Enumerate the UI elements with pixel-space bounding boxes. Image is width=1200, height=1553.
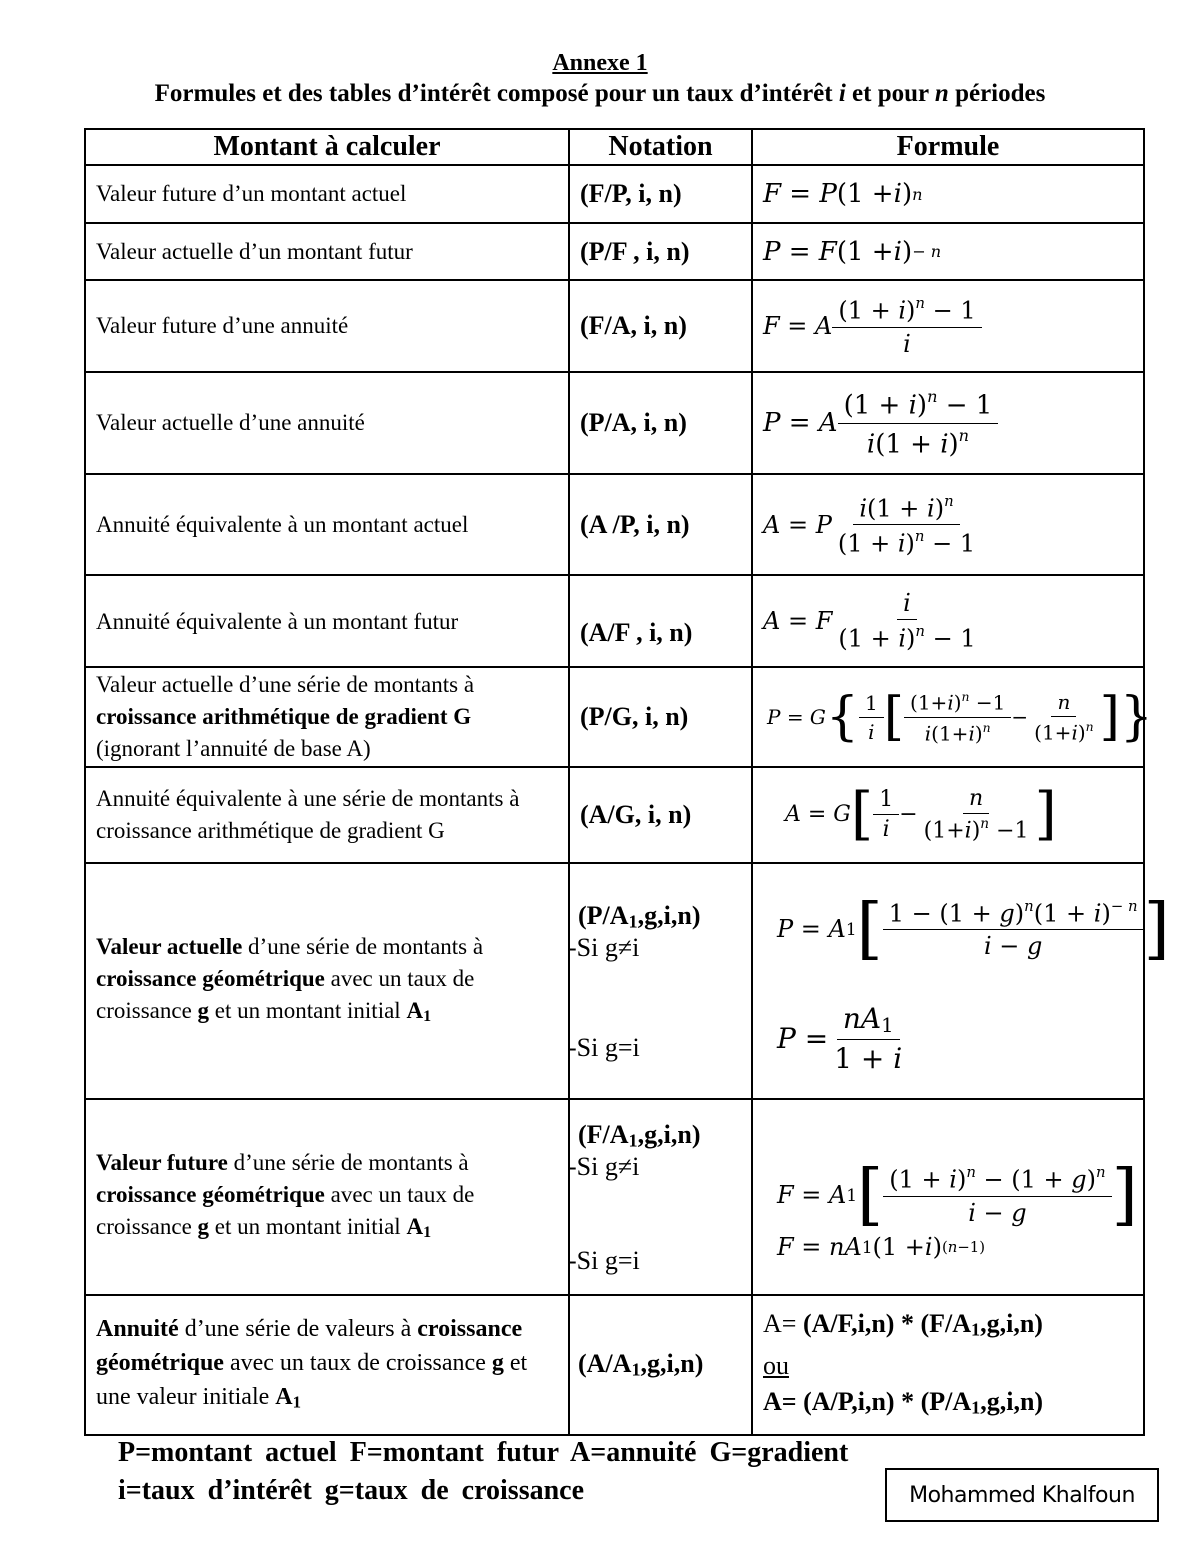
legend-line-1: P=montant actuel F=montant futur A=annuité G=gradient xyxy=(118,1437,849,1468)
author-signature-box: Mohammed Khalfoun xyxy=(885,1468,1159,1522)
table-row xyxy=(85,1295,1144,1435)
condition-neq: -Si g≠i xyxy=(568,1151,640,1181)
document-subtitle xyxy=(0,78,1200,110)
formula-bold: (A/F,i,n) * (F/A xyxy=(802,1309,971,1339)
label-part: avec un taux de croissance xyxy=(96,965,475,1023)
condition-neq: -Si g≠i xyxy=(568,932,640,962)
row-notation xyxy=(569,863,752,1099)
notation-part: ,g,i,n) xyxy=(640,1349,704,1379)
label-part: d’une série de montants à xyxy=(242,933,484,959)
column-header: Notation xyxy=(569,129,752,165)
notation-subscript: 1 xyxy=(631,1359,641,1380)
label-subscript: 1 xyxy=(292,1392,301,1412)
legend xyxy=(118,1434,848,1510)
label-bold: A xyxy=(406,997,424,1023)
row-notation xyxy=(569,1295,752,1435)
row-notation: (P/G, i, n) xyxy=(569,667,752,767)
notation-subscript: 1 xyxy=(628,1130,638,1151)
subtitle-part: périodes xyxy=(948,80,1046,107)
row-formula: P = A $\frac{(1 + i)^n - 1}{i(1 + i)^n}$ xyxy=(752,372,1144,474)
notation-subscript: 1 xyxy=(628,911,638,932)
row-label: Valeur future d’une annuité xyxy=(85,280,569,372)
label-part: avec un taux de croissance xyxy=(223,1350,492,1377)
row-formula: F = A 1 [ $\frac{(1 + i)^n - (1 + g)^n}{i - g}$ ] F = nA 1 (1 + i ) (n−1) xyxy=(752,1099,1144,1295)
formula-line-2 xyxy=(763,1384,1133,1426)
legend-line-2: i=taux d’intérêt g=taux de croissance xyxy=(118,1475,585,1506)
label-part: d’une série de montants à xyxy=(227,1149,469,1175)
row-notation: (P/A, i, n) xyxy=(569,372,752,474)
row-formula xyxy=(752,1295,1144,1435)
row-label: Annuité équivalente à un montant actuel xyxy=(85,474,569,575)
label-bold: A xyxy=(406,1213,424,1239)
table-row xyxy=(85,165,1144,223)
row-notation: (F/A, i, n) xyxy=(569,280,752,372)
condition-eq: -Si g=i xyxy=(568,1032,640,1062)
subtitle-part: et pour xyxy=(845,80,935,107)
row-label xyxy=(85,1295,569,1435)
label-bold: croissance géométrique xyxy=(96,1316,523,1377)
notation-part: (P/A xyxy=(578,901,629,931)
row-formula: A = G [ $\frac{1}{i}$ − $\frac{n}{(1+i)^n -1}$ ] xyxy=(752,767,1144,863)
row-notation xyxy=(569,1099,752,1295)
subtitle-part: Formules et des tables d’intérêt composé pour un taux d’intérêt xyxy=(154,80,839,107)
row-label: Annuité équivalente à un montant futur xyxy=(85,575,569,667)
row-formula: P = F (1 + i ) − n xyxy=(752,223,1144,280)
notation-part: ,g,i,n) xyxy=(637,901,701,931)
table-row xyxy=(85,372,1144,474)
row-label: Valeur actuelle d’une annuité xyxy=(85,372,569,474)
label-part: (ignorant l’annuité de base A) xyxy=(96,736,371,761)
row-label xyxy=(85,863,569,1099)
row-formula: A = F $\frac{i}{(1 + i)^n - 1}$ xyxy=(752,575,1144,667)
condition-eq: -Si g=i xyxy=(568,1245,640,1275)
row-formula: A = P $\frac{i(1 + i)^n}{(1 + i)^n - 1}$ xyxy=(752,474,1144,575)
table-row xyxy=(85,667,1144,767)
notation-part: (F/A xyxy=(578,1120,629,1150)
row-label: Annuité équivalente à une série de montants à croissance arithmétique de gradient G xyxy=(85,767,569,863)
table-row xyxy=(85,223,1144,280)
annexe-title: Annexe 1 xyxy=(552,50,648,76)
label-subscript: 1 xyxy=(423,1008,432,1026)
row-notation: (A /P, i, n) xyxy=(569,474,752,575)
label-subscript: 1 xyxy=(423,1224,432,1242)
table-row xyxy=(85,575,1144,667)
label-part: Valeur actuelle d’une série de montants à xyxy=(96,672,475,697)
row-label xyxy=(85,667,569,767)
notation-part: (A/A xyxy=(578,1349,632,1379)
notation-line xyxy=(578,901,741,933)
row-notation: (F/P, i, n) xyxy=(569,165,752,223)
formula-bold: ,g,i,n) xyxy=(980,1309,1043,1339)
formula-part: A= xyxy=(763,1309,803,1339)
row-label xyxy=(85,1099,569,1295)
label-bold: A xyxy=(275,1384,293,1411)
label-bold: Annuité xyxy=(96,1316,179,1343)
row-notation: (A/F , i, n) xyxy=(569,575,752,667)
formula-table xyxy=(84,128,1170,1436)
label-bold: Valeur future xyxy=(96,1149,228,1175)
notation-line xyxy=(578,1120,741,1152)
label-part: et un montant initial xyxy=(209,997,407,1023)
formula-subscript: 1 xyxy=(971,1397,981,1418)
subtitle-var-i: i xyxy=(838,80,846,107)
row-notation: (A/G, i, n) xyxy=(569,767,752,863)
table-row xyxy=(85,474,1144,575)
table-row xyxy=(85,280,1144,372)
row-formula: P = G { $\frac{1}{i}$ [ $\frac{(1+i)^n -1}{i(1+i)^n}$ − $\frac{n}{(1+i)^n}$ ]} xyxy=(752,667,1144,767)
table-row xyxy=(85,863,1144,1099)
label-part: et un montant initial xyxy=(209,1213,407,1239)
column-header: Montant à calculer xyxy=(85,129,569,165)
label-bold: g xyxy=(197,997,210,1023)
page-header xyxy=(0,48,1200,110)
label-bold: g xyxy=(491,1350,504,1377)
subtitle-var-n: n xyxy=(934,80,949,107)
formula-or: ou xyxy=(763,1351,789,1380)
formula-bold: A= (A/P,i,n) * (P/A xyxy=(763,1387,972,1416)
label-bold: croissance arithmétique de gradient G xyxy=(96,704,472,729)
label-bold: croissance géométrique xyxy=(96,965,325,991)
column-header: Formule xyxy=(752,129,1144,165)
formula-bold: ,g,i,n) xyxy=(980,1387,1044,1416)
label-bold: g xyxy=(197,1213,210,1239)
formula-subscript: 1 xyxy=(971,1320,981,1340)
row-label: Valeur future d’un montant actuel xyxy=(85,165,569,223)
row-notation: (P/F , i, n) xyxy=(569,223,752,280)
row-formula: P = A 1 [ $\frac{1 - (1 + g)^n(1 + i)^{- n}}{i - g}$ ] P = $\frac{nA1}{1 + i}$ xyxy=(752,863,1144,1099)
label-part: et une valeur initiale xyxy=(96,1350,528,1411)
table-row xyxy=(85,1099,1144,1295)
table-row xyxy=(85,767,1144,863)
label-part: avec un taux de croissance xyxy=(96,1181,475,1239)
formula-line-1 xyxy=(763,1306,1133,1348)
notation-part: ,g,i,n) xyxy=(637,1120,701,1150)
label-bold: croissance géométrique xyxy=(96,1181,325,1207)
row-formula: F = P (1 + i ) n xyxy=(752,165,1144,223)
row-formula: F = A $\frac{(1 + i)^n - 1}{i}$ xyxy=(752,280,1144,372)
label-bold: Valeur actuelle xyxy=(96,933,243,959)
label-part: d’une série de valeurs à xyxy=(178,1316,418,1343)
table-header-row xyxy=(85,129,1144,165)
row-label: Valeur actuelle d’un montant futur xyxy=(85,223,569,280)
